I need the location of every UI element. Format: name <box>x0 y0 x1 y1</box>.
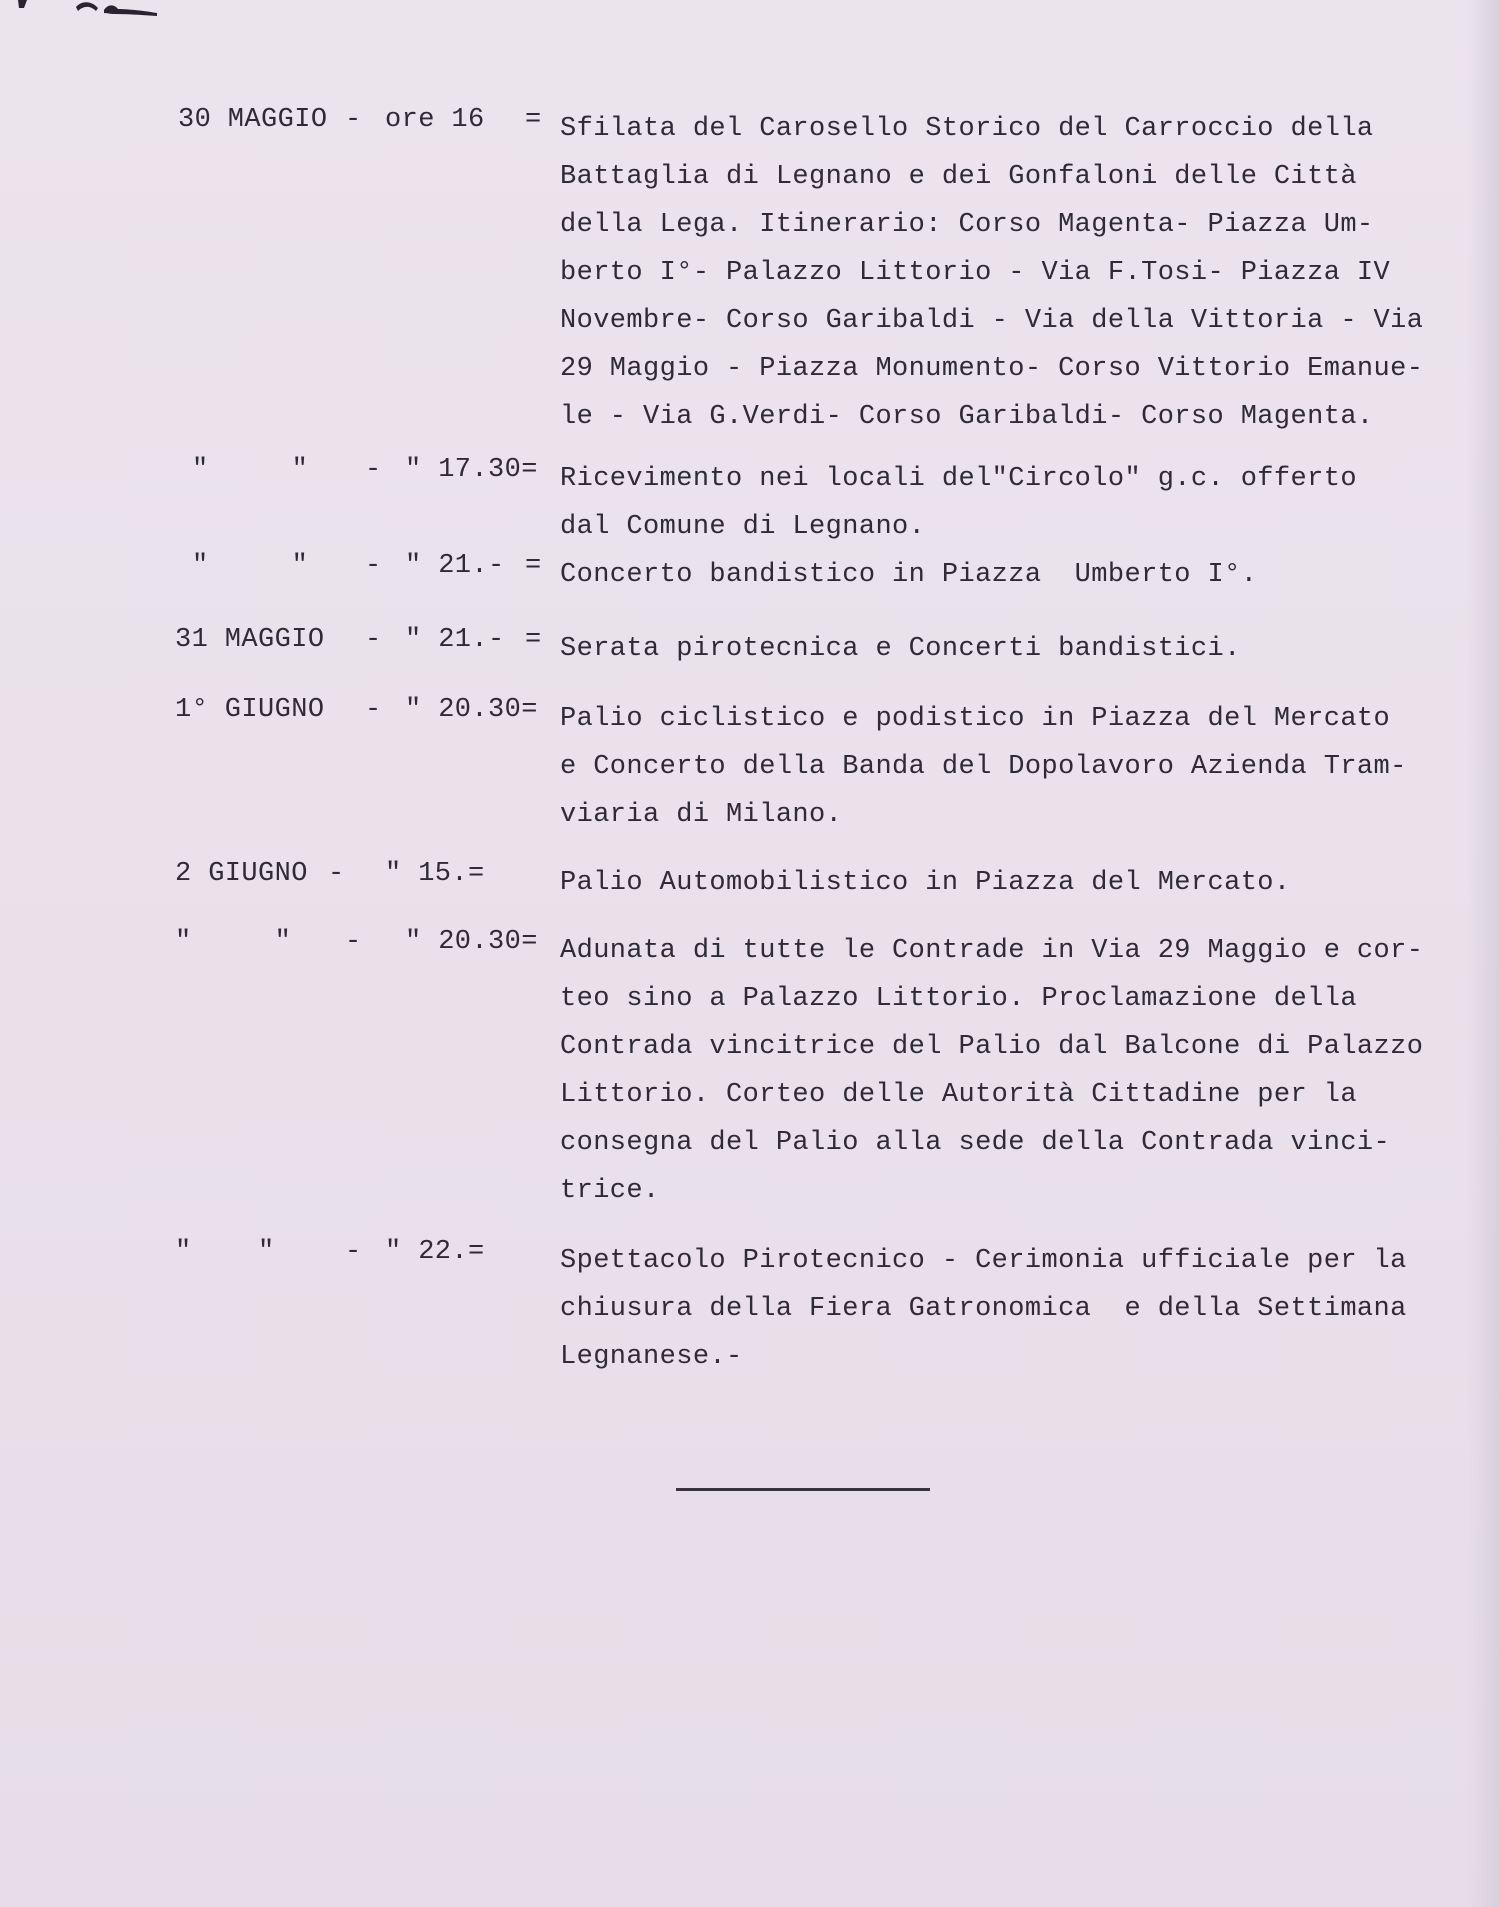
entry-dash: - <box>345 927 362 957</box>
entry-description <box>560 695 1460 839</box>
description-line: dal Comune di Legnano. <box>560 512 926 542</box>
entry-description <box>560 105 1460 441</box>
entry-description <box>560 625 1460 673</box>
entry-dash: - <box>365 695 382 725</box>
entry-dash: - <box>328 859 345 889</box>
description-line: 29 Maggio - Piazza Monumento- Corso Vittorio Emanue- <box>560 354 1424 384</box>
entry-time: " 15.= <box>385 859 485 889</box>
entry-22-spettacolo <box>170 1237 1470 1381</box>
entry-date: " " <box>175 1237 275 1267</box>
entry-dash: - <box>365 455 382 485</box>
entry-dash: - <box>365 625 382 655</box>
description-line: Concerto bandistico in Piazza Umberto I°. <box>560 560 1258 590</box>
description-line: Adunata di tutte le Contrade in Via 29 Maggio e cor- <box>560 936 1424 966</box>
entry-time: ore 16 <box>385 105 485 135</box>
entry-time: " 21.- <box>405 551 505 581</box>
entry-when <box>170 625 560 663</box>
entry-date: 1° GIUGNO <box>175 695 325 725</box>
entry-description <box>560 859 1460 907</box>
entry-1-giugno <box>170 695 1470 839</box>
entry-description <box>560 455 1460 551</box>
description-line: chiusura della Fiera Gatronomica e della Settimana <box>560 1294 1407 1324</box>
description-line: trice. <box>560 1176 660 1206</box>
entry-21-concerto <box>170 551 1470 599</box>
entry-date: " " <box>192 455 309 485</box>
entry-time: " 22.= <box>385 1237 485 1267</box>
entry-when <box>170 859 560 897</box>
entry-when <box>170 455 560 493</box>
description-line: Palio ciclistico e podistico in Piazza del Mercato <box>560 704 1391 734</box>
entry-31-maggio <box>170 625 1470 673</box>
entry-equals: = <box>525 625 542 655</box>
entry-time: " 20.30= <box>405 695 538 725</box>
description-line: le - Via G.Verdi- Corso Garibaldi- Corso Magenta. <box>560 402 1374 432</box>
description-line: Littorio. Corteo delle Autorità Cittadine per la <box>560 1080 1357 1110</box>
entry-when <box>170 105 560 143</box>
entry-when <box>170 1237 560 1275</box>
description-line: Sfilata del Carosello Storico del Carroccio della <box>560 114 1374 144</box>
description-line: berto I°- Palazzo Littorio - Via F.Tosi- Piazza IV <box>560 258 1391 288</box>
entry-date: 31 MAGGIO <box>175 625 325 655</box>
entry-dash: - <box>365 551 382 581</box>
entry-2-giugno <box>170 859 1470 907</box>
entry-equals: = <box>525 105 542 135</box>
description-line: Novembre- Corso Garibaldi - Via della Vittoria - Via <box>560 306 1424 336</box>
entry-when <box>170 927 560 965</box>
description-line: Palio Automobilistico in Piazza del Mercato. <box>560 868 1291 898</box>
entry-date: " " <box>175 927 292 957</box>
entry-dash: - <box>345 105 362 135</box>
entry-20-30-adunata <box>170 927 1470 1215</box>
description-line: Spettacolo Pirotecnico - Cerimonia ufficiale per la <box>560 1246 1407 1276</box>
description-line: viaria di Milano. <box>560 800 843 830</box>
description-line: e Concerto della Banda del Dopolavoro Azienda Tram- <box>560 752 1407 782</box>
ink-smudge <box>0 0 170 24</box>
description-line: consegna del Palio alla sede della Contrada vinci- <box>560 1128 1391 1158</box>
entry-dash: - <box>345 1237 362 1267</box>
entry-17-30 <box>170 455 1470 551</box>
entry-date: 2 GIUGNO <box>175 859 308 889</box>
description-line: della Lega. Itinerario: Corso Magenta- Piazza Um- <box>560 210 1374 240</box>
entry-date: " " <box>192 551 309 581</box>
description-line: Contrada vincitrice del Palio dal Balcone di Palazzo <box>560 1032 1424 1062</box>
entry-30-maggio-ore-16 <box>170 105 1470 441</box>
entry-when <box>170 695 560 733</box>
entry-description <box>560 551 1460 599</box>
entry-time: " 21.- <box>405 625 505 655</box>
description-line: Battaglia di Legnano e dei Gonfaloni delle Città <box>560 162 1357 192</box>
entry-when <box>170 551 560 589</box>
entry-time: " 20.30= <box>405 927 538 957</box>
program-entries <box>170 105 1470 1381</box>
closing-divider <box>676 1488 930 1491</box>
entry-description <box>560 927 1460 1215</box>
entry-date: 30 MAGGIO <box>178 105 328 135</box>
description-line: Legnanese.- <box>560 1342 743 1372</box>
description-line: teo sino a Palazzo Littorio. Proclamazione della <box>560 984 1357 1014</box>
description-line: Serata pirotecnica e Concerti bandistici. <box>560 634 1241 664</box>
entry-equals: = <box>525 551 542 581</box>
description-line: Ricevimento nei locali del"Circolo" g.c. offerto <box>560 464 1357 494</box>
entry-time: " 17.30= <box>405 455 538 485</box>
entry-description <box>560 1237 1460 1381</box>
